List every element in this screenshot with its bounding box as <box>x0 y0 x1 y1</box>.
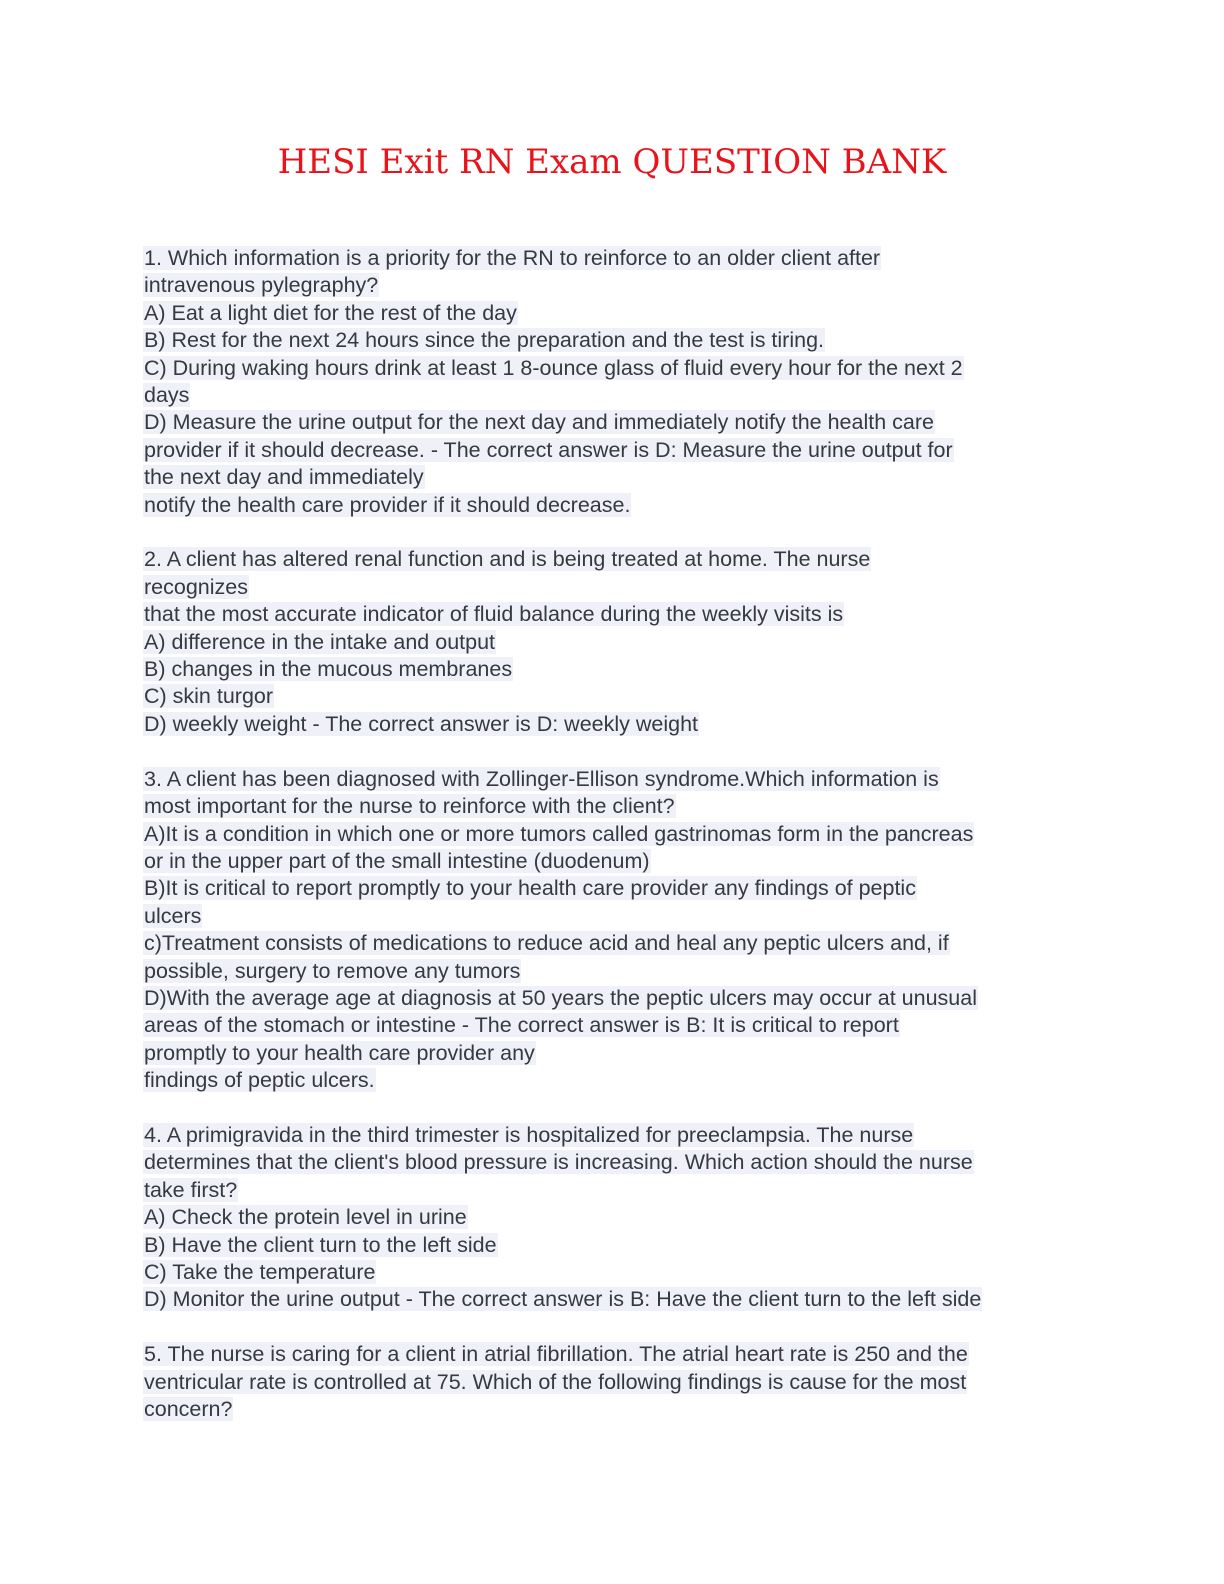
text-line-content: ulcers <box>144 903 202 928</box>
answer-option-b <box>143 1232 1083 1259</box>
text-line <box>143 1067 1083 1094</box>
text-line-content: 4. A primigravida in the third trimester is hospitalized for preeclampsia. The nurse <box>144 1122 914 1147</box>
text-line <box>143 1149 1083 1176</box>
text-line <box>143 1040 1083 1067</box>
answer-option-b <box>143 327 1083 354</box>
text-line <box>143 492 1083 519</box>
text-line-content: D)With the average age at diagnosis at 50 years the peptic ulcers may occur at unusual <box>144 985 977 1010</box>
answer-option-a <box>143 1204 1083 1231</box>
text-line <box>143 245 1083 272</box>
question-2 <box>143 546 1083 738</box>
text-line-content: c)Treatment consists of medications to reduce acid and heal any peptic ulcers and, if <box>144 931 949 956</box>
text-line-content: days <box>144 383 190 408</box>
text-line-content: A) Check the protein level in urine <box>144 1205 467 1230</box>
answer-option-a <box>143 629 1083 656</box>
answer-option-b <box>143 875 1083 902</box>
text-line-content: the next day and immediately <box>144 465 424 490</box>
text-line-content: areas of the stomach or intestine - The correct answer is B: It is critical to report <box>144 1013 899 1038</box>
answer-option-c <box>143 683 1083 710</box>
question-5 <box>143 1341 1083 1423</box>
answer-option-d <box>143 409 1083 436</box>
text-line-content: D) weekly weight - The correct answer is D: weekly weight <box>144 711 699 736</box>
text-line <box>143 1369 1083 1396</box>
text-line-content: A)It is a condition in which one or more tumors called gastrinomas form in the pancreas <box>144 821 974 846</box>
answer-option-d <box>143 1286 1083 1313</box>
text-line <box>143 574 1083 601</box>
text-line-content: possible, surgery to remove any tumors <box>144 958 521 983</box>
text-line-content: concern? <box>144 1397 233 1421</box>
text-line-content: B) Have the client turn to the left side <box>144 1232 497 1257</box>
text-line <box>143 848 1083 875</box>
text-line-content: A) Eat a light diet for the rest of the day <box>144 300 517 325</box>
text-line-content: or in the upper part of the small intestine (duodenum) <box>144 848 650 873</box>
text-line-content: 3. A client has been diagnosed with Zollinger-Ellison syndrome.Which information is <box>144 766 939 791</box>
text-line-content: provider if it should decrease. - The correct answer is D: Measure the urine output for <box>144 437 953 462</box>
text-line-content: B) changes in the mucous membranes <box>144 657 513 682</box>
text-line-content: D) Monitor the urine output - The correct answer is B: Have the client turn to the left side <box>144 1287 982 1312</box>
text-line <box>143 546 1083 573</box>
text-line <box>143 382 1083 409</box>
answer-option-c <box>143 1259 1083 1286</box>
text-line-content: promptly to your health care provider any <box>144 1040 535 1065</box>
text-line <box>143 464 1083 491</box>
text-line-content: recognizes <box>144 574 248 599</box>
text-line <box>143 1341 1083 1368</box>
document-title: HESI Exit RN Exam QUESTION BANK <box>277 142 947 182</box>
text-line <box>143 903 1083 930</box>
text-line-content: findings of peptic ulcers. <box>144 1068 375 1093</box>
text-line <box>143 272 1083 299</box>
text-line-content: determines that the client's blood pressure is increasing. Which action should the nurse <box>144 1150 973 1175</box>
text-line-content: A) difference in the intake and output <box>144 629 496 654</box>
text-line-content: take first? <box>144 1177 238 1202</box>
question-1 <box>143 245 1083 519</box>
answer-option-a <box>143 300 1083 327</box>
text-line <box>143 1122 1083 1149</box>
answer-option-d <box>143 711 1083 738</box>
question-4 <box>143 1122 1083 1314</box>
text-line-content: 1. Which information is a priority for the RN to reinforce to an older client after <box>144 246 881 270</box>
answer-option-d <box>143 985 1083 1012</box>
answer-option-c <box>143 930 1083 957</box>
text-line <box>143 1396 1083 1423</box>
answer-option-c <box>143 355 1083 382</box>
correct-answer-text <box>143 1012 1083 1039</box>
text-line <box>143 793 1083 820</box>
text-line <box>143 601 1083 628</box>
text-line-content: B)It is critical to report promptly to your health care provider any findings of peptic <box>144 876 916 901</box>
text-line <box>143 958 1083 985</box>
text-line-content: C) During waking hours drink at least 1 8-ounce glass of fluid every hour for the next 2 <box>144 355 963 380</box>
question-list <box>143 245 1083 1451</box>
text-line <box>143 766 1083 793</box>
answer-option-a <box>143 821 1083 848</box>
text-line-content: 2. A client has altered renal function and is being treated at home. The nurse <box>144 547 871 572</box>
text-line-content: that the most accurate indicator of fluid balance during the weekly visits is <box>144 602 844 627</box>
text-line-content: B) Rest for the next 24 hours since the preparation and the test is tiring. <box>144 328 825 353</box>
text-line-content: 5. The nurse is caring for a client in atrial fibrillation. The atrial heart rate is 250 and the <box>144 1342 968 1367</box>
text-line-content: C) Take the temperature <box>144 1259 376 1284</box>
question-3 <box>143 766 1083 1095</box>
text-line-content: most important for the nurse to reinforce with the client? <box>144 794 675 819</box>
correct-answer-text <box>143 437 1083 464</box>
text-line-content: notify the health care provider if it should decrease. <box>144 492 631 517</box>
text-line-content: intravenous pylegraphy? <box>144 273 379 298</box>
text-line <box>143 1177 1083 1204</box>
text-line-content: D) Measure the urine output for the next day and immediately notify the health care <box>144 410 934 435</box>
text-line-content: C) skin turgor <box>144 684 274 709</box>
answer-option-b <box>143 656 1083 683</box>
text-line-content: ventricular rate is controlled at 75. Which of the following findings is cause for the most <box>144 1369 967 1394</box>
